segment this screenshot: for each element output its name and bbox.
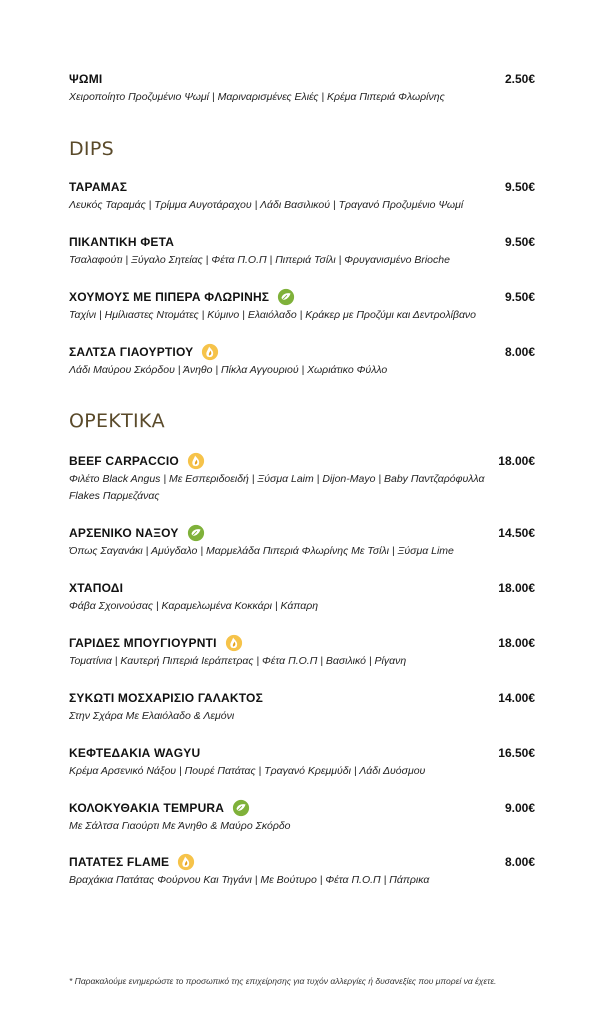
item-price: 18.00€ bbox=[498, 581, 535, 595]
item-name: ΚΟΛΟΚΥΘΑΚΙΑ TEMPURA bbox=[69, 801, 225, 815]
item-price: 9.50€ bbox=[504, 180, 535, 194]
item-price: 8.00€ bbox=[504, 345, 535, 359]
item-name: ΧΤΑΠΟΔΙ bbox=[69, 581, 124, 595]
item-name: ΤΑΡΑΜΑΣ bbox=[69, 180, 128, 194]
menu-item-shrimp bbox=[69, 634, 535, 670]
item-description: Χειροποίητο Προζυμένιο Ψωμί | Μαριναρισμένες Ελιές | Κρέμα Πιπεριά Φλωρίνης bbox=[69, 91, 445, 103]
item-price: 16.50€ bbox=[498, 746, 535, 760]
item-price: 18.00€ bbox=[498, 636, 535, 650]
item-name: ΠΑΤΑΤΕΣ FLAME bbox=[69, 855, 170, 869]
section-title-dips: DIPS bbox=[69, 138, 114, 160]
vegan-icon bbox=[232, 799, 250, 817]
vegan-icon bbox=[277, 288, 295, 306]
menu-item-arseniko-naxou bbox=[69, 524, 535, 560]
item-price: 8.00€ bbox=[504, 855, 535, 869]
item-name: ΣΑΛΤΣΑ ΓΙΑΟΥΡΤΙΟΥ bbox=[69, 345, 194, 359]
menu-item-flame-potatoes bbox=[69, 853, 535, 889]
item-price: 9.50€ bbox=[504, 290, 535, 304]
item-price: 2.50€ bbox=[504, 72, 535, 86]
menu-item-octopus bbox=[69, 579, 535, 615]
item-price: 9.00€ bbox=[504, 801, 535, 815]
item-description: Φιλέτο Black Angus | Με Εσπεριδοειδή | Ξύσμα Laim | Dijon-Mayo | Baby Παντζαρόφυλλα Flakes Παρμεζάνας bbox=[69, 473, 485, 502]
spicy-icon bbox=[201, 343, 219, 361]
item-name: ΓΑΡΙΔΕΣ ΜΠΟΥΓΙΟΥΡΝΤΙ bbox=[69, 636, 217, 650]
item-description: Λάδι Μαύρου Σκόρδου | Άνηθο | Πίκλα Αγγουριού | Χωριάτικο Φύλλο bbox=[69, 364, 388, 376]
item-description: Στην Σχάρα Με Ελαιόλαδο & Λεμόνι bbox=[69, 710, 235, 722]
item-name: ΧΟΥΜΟΥΣ ΜΕ ΠΙΠΕΡΑ ΦΛΩΡΙΝΗΣ bbox=[69, 290, 270, 304]
spicy-icon bbox=[187, 452, 205, 470]
item-name: BEEF CARPACCIO bbox=[69, 454, 179, 468]
menu-item-hummus bbox=[69, 288, 535, 324]
item-name: ΚΕΦΤΕΔΑΚΙΑ WAGYU bbox=[69, 746, 201, 760]
item-name: ΑΡΣΕΝΙΚΟ ΝΑΞΟΥ bbox=[69, 526, 179, 540]
item-description: Φάβα Σχοινούσας | Καραμελωμένα Κοκκάρι | Κάπαρη bbox=[69, 600, 319, 612]
menu-item-zucchini-tempura bbox=[69, 799, 535, 835]
item-description: Όπως Σαγανάκι | Αμύγδαλο | Μαρμελάδα Πιπεριά Φλωρίνης Με Τσίλι | Ξύσμα Lime bbox=[69, 545, 454, 557]
spicy-icon bbox=[225, 634, 243, 652]
item-price: 14.00€ bbox=[498, 691, 535, 705]
item-description: Τσαλαφούτι | Ξύγαλο Σητείας | Φέτα Π.Ο.Π | Πιπεριά Τσίλι | Φρυγανισμένο Brioche bbox=[69, 254, 450, 266]
vegan-icon bbox=[187, 524, 205, 542]
item-description: Με Σάλτσα Γιαούρτι Με Άνηθο & Μαύρο Σκόρδο bbox=[69, 820, 291, 832]
menu-item-taramas bbox=[69, 178, 535, 214]
menu-item-bread bbox=[69, 70, 535, 106]
item-description: Βραχάκια Πατάτας Φούρνου Και Τηγάνι | Με Βούτυρο | Φέτα Π.Ο.Π | Πάπρικα bbox=[69, 874, 430, 886]
spicy-icon bbox=[177, 853, 195, 871]
menu-item-spicy-feta bbox=[69, 233, 535, 269]
item-description: Τοματίνια | Καυτερή Πιπεριά Ιεράπετρας | Φέτα Π.Ο.Π | Βασιλικό | Ρίγανη bbox=[69, 655, 407, 667]
menu-item-liver bbox=[69, 689, 535, 725]
allergy-footnote: * Παρακαλούμε ενημερώστε το προσωπικό της επιχείρησης για τυχόν αλλεργίες ή δυσανεξίες που μπορεί να έχετε. bbox=[69, 976, 497, 986]
item-price: 9.50€ bbox=[504, 235, 535, 249]
menu-item-wagyu-meatballs bbox=[69, 744, 535, 780]
menu-item-beef-carpaccio bbox=[69, 452, 535, 505]
item-price: 14.50€ bbox=[498, 526, 535, 540]
item-name: ΠΙΚΑΝΤΙΚΗ ΦΕΤΑ bbox=[69, 235, 175, 249]
section-title-appetizers: ΟΡΕΚΤΙΚΑ bbox=[69, 410, 165, 432]
item-description: Κρέμα Αρσενικό Νάξου | Πουρέ Πατάτας | Τραγανό Κρεμμύδι | Λάδι Δυόσμου bbox=[69, 765, 426, 777]
item-name: ΨΩΜΙ bbox=[69, 72, 103, 86]
item-price: 18.00€ bbox=[498, 454, 535, 468]
menu-item-yogurt-sauce bbox=[69, 343, 535, 379]
item-description: Λευκός Ταραμάς | Τρίμμα Αυγοτάραχου | Λάδι Βασιλικού | Τραγανό Προζυμένιο Ψωμί bbox=[69, 199, 464, 211]
item-description: Ταχίνι | Ημίλιαστες Ντομάτες | Κύμινο | Ελαιόλαδο | Κράκερ με Προζύμι και Δεντρολίβανο bbox=[69, 309, 477, 321]
item-name: ΣΥΚΩΤΙ ΜΟΣΧΑΡΙΣΙΟ ΓΑΛΑΚΤΟΣ bbox=[69, 691, 263, 705]
